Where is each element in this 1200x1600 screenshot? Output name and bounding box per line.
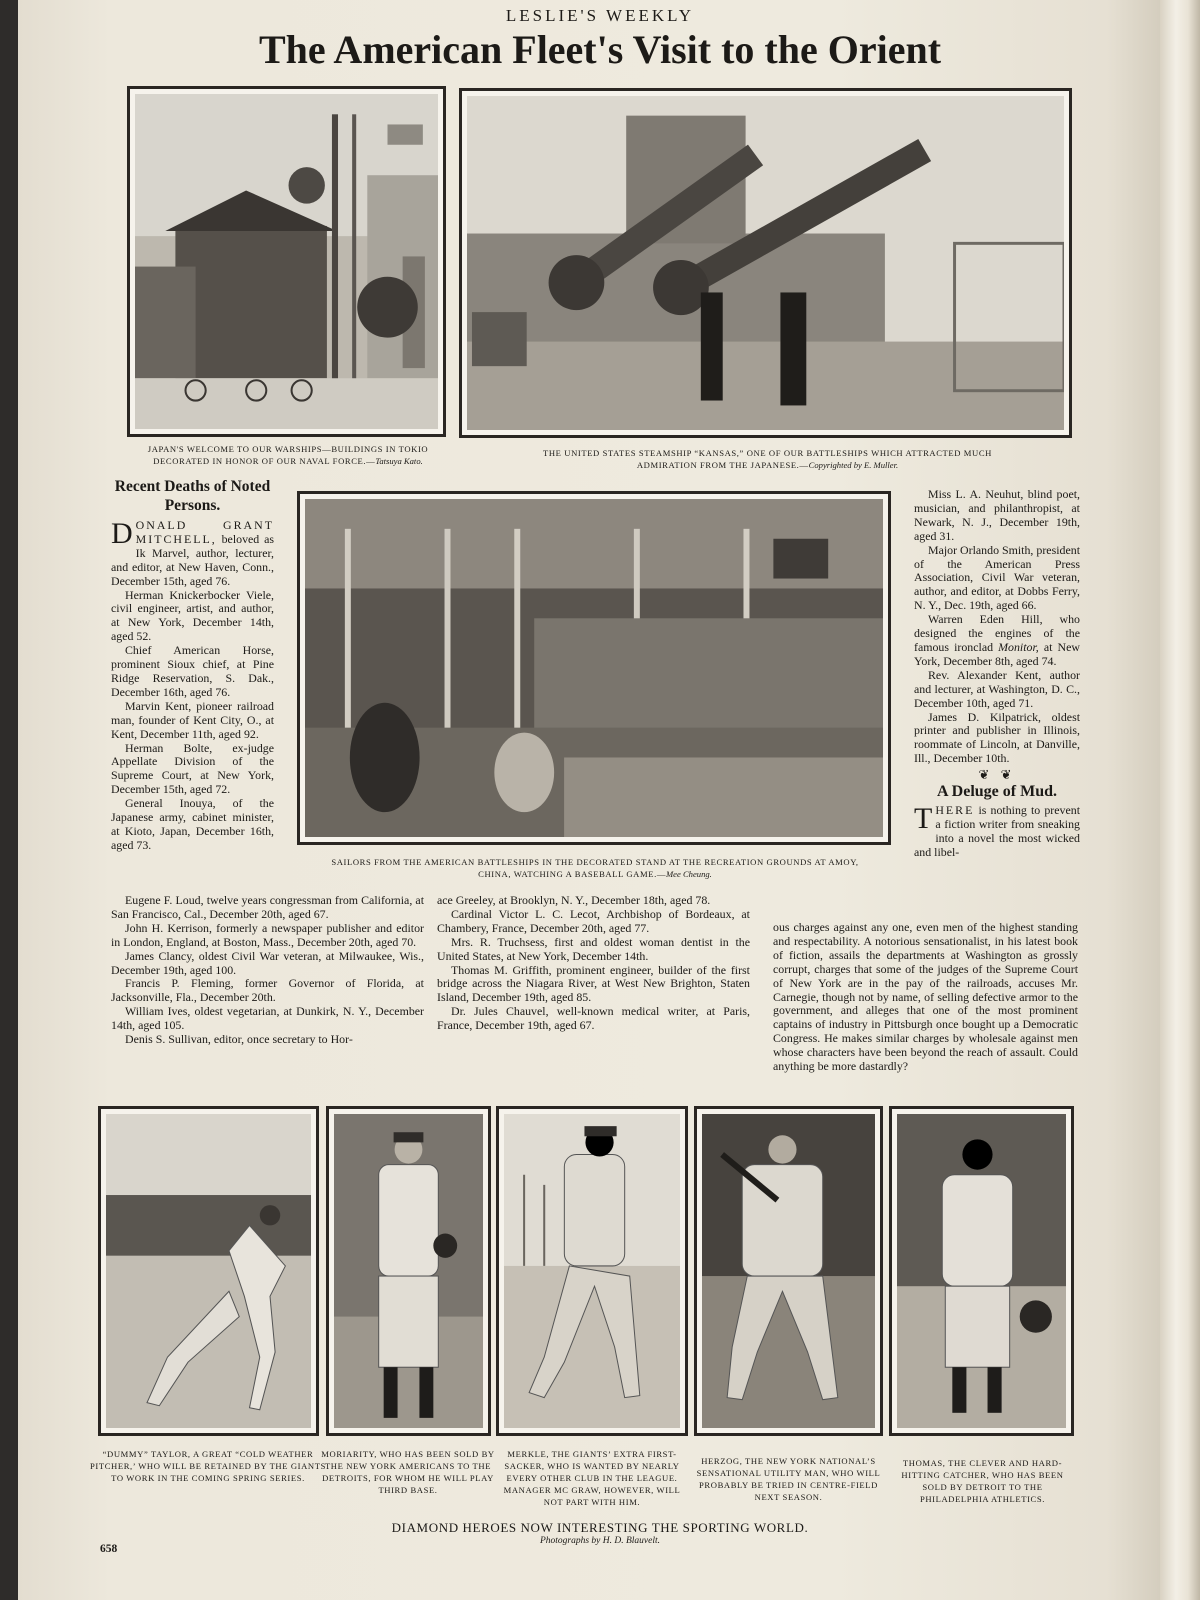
death-entry: Denis S. Sullivan, editor, once secretary to Hor- xyxy=(125,1032,353,1047)
death-entry-mitchell: DONALD GRANT MITCHELL, beloved as Ik Marvel, author, lecturer, and editor, at New Haven, Conn., December 15th, aged 76. xyxy=(111,517,274,588)
caption-taylor: “DUMMY” TAYLOR, A GREAT “COLD WEATHER PITCHER,’ WHO WILL BE RETAINED BY THE GIANTS TO WORK IN THE COMING SPRING SERIES. xyxy=(90,1449,326,1483)
photo-tokio-frame xyxy=(127,86,446,437)
photo-player-taylor xyxy=(98,1106,319,1436)
death-entry: Herman Bolte, ex-judge Appellate Division of the Supreme Court, at New York, December 15th, aged 72. xyxy=(111,740,274,797)
editorial-heading: A Deluge of Mud. xyxy=(937,783,1057,801)
deaths-heading: Recent Deaths of Noted Persons. xyxy=(114,478,271,514)
page-edge xyxy=(1160,0,1200,1600)
caption-amoy: SAILORS FROM THE AMERICAN BATTLESHIPS IN THE DECORATED STAND AT THE RECREATION GROUNDS AT AMOY, CHINA, WATCHING A BASEBALL GAME.—Mee Cheung. xyxy=(331,857,859,879)
death-entry: James D. Kilpatrick, oldest printer and publisher in Illinois, roommate of Lincoln, at Danville, Ill., December 10th. xyxy=(914,709,1080,766)
death-entry: Miss L. A. Neuhut, blind poet, musician, and philanthropist, at Newark, N. J., December 19th, aged 31. xyxy=(914,487,1080,543)
ornament: ❦ ❦ xyxy=(978,767,1016,783)
photo-player-merkle xyxy=(496,1106,688,1436)
death-entry: Major Orlando Smith, president of the American Press Association, Civil War veteran, author, and editor, at Dobbs Ferry, N. Y., Dec. 19th, aged 66. xyxy=(914,542,1080,613)
caption-merkle: MERKLE, THE GIANTS’ EXTRA FIRST-SACKER, WHO IS WANTED BY NEARLY EVERY OTHER CLUB IN THE LEAGUE. MANAGER MC GRAW, HOWEVER, WILL NOT PART WITH HIM. xyxy=(503,1449,681,1507)
caption-kansas: THE UNITED STATES STEAMSHIP “KANSAS,” ONE OF OUR BATTLESHIPS WHICH ATTRACTED MUCH ADMIRATION FROM THE JAPANESE.—Copyrighted by E. Muller. xyxy=(543,448,992,470)
death-entry: Mrs. R. Truchsess, first and oldest woman dentist in the United States, at New York, December 14th. xyxy=(437,934,750,963)
death-entry-continued: ace Greeley, at Brooklyn, N. Y., December 18th, aged 78. xyxy=(437,893,711,907)
photo-kansas-frame xyxy=(459,88,1072,438)
death-entry: John H. Kerrison, formerly a newspaper publisher and editor in London, England, at Boston, Mass., December 20th, aged 70. xyxy=(111,920,424,949)
deaths-column-a xyxy=(111,894,424,1047)
caption-thomas: THOMAS, THE CLEVER AND HARD-HITTING CATCHER, WHO HAS BEEN SOLD BY DETROIT TO THE PHILADELPHIA ATHLETICS. xyxy=(901,1458,1064,1504)
deaths-column-right xyxy=(914,488,1080,860)
death-entry-hill: Warren Eden Hill, who designed the engines of the famous ironclad Monitor, at New York, December 8th, aged 74. xyxy=(914,612,1080,668)
death-entry: Thomas M. Griffith, prominent engineer, builder of the first bridge across the Niagara River, at West New Brighton, Staten Island, December 19th, aged 85. xyxy=(437,962,750,1005)
death-entry: General Inouya, of the Japanese army, cabinet minister, at Kioto, Japan, December 16th, aged 73. xyxy=(111,796,274,852)
publication-name: LESLIE'S WEEKLY xyxy=(505,6,695,25)
photo-player-moriarity xyxy=(326,1106,491,1436)
caption-moriarity: MORIARITY, WHO HAS BEEN SOLD BY THE NEW YORK AMERICANS TO THE DETROITS, FOR WHOM HE WILL PLAY THIRD BASE. xyxy=(321,1449,495,1495)
player-photo xyxy=(897,1114,1066,1428)
death-entry: Cardinal Victor L. C. Lecot, Archbishop of Bordeaux, at Chambery, France, December 20th, aged 77. xyxy=(437,906,750,935)
player-photo xyxy=(702,1114,875,1428)
deaths-column-b xyxy=(437,894,750,1033)
player-photo xyxy=(334,1114,483,1428)
baseball-section-caption: DIAMOND HEROES NOW INTERESTING THE SPORTING WORLD. xyxy=(391,1520,809,1535)
death-entry: James Clancy, oldest Civil War veteran, at Milwaukee, Wis., December 19th, aged 100. xyxy=(111,948,424,977)
photo-tokio-buildings xyxy=(135,94,438,429)
caption-tokio: JAPAN'S WELCOME TO OUR WARSHIPS—BUILDINGS IN TOKIO DECORATED IN HONOR OF OUR NAVAL FORCE.—Tatsuya Kato. xyxy=(147,444,429,466)
photo-player-thomas xyxy=(889,1106,1074,1436)
death-entry: Rev. Alexander Kent, author and lecturer, at Washington, D. C., December 10th, aged 71. xyxy=(914,667,1080,710)
editorial-paragraph: ous charges against any one, even men of the highest standing and respectability. A notorious sensationalist, in his latest book of fiction, assails the departments at Washington as grossly corrupt, charges that some of the judges of the Supreme Court of New York are in the pay of the railroads, accuses Mr. Carnegie, though not by name, of selling defective armor to the government, and alleges that one of the most prominent captains of industry in Pittsburgh once bought up a Democratic Congress. He makes similar charges by wholesale against men whose characters have been beyond the reach of assault. Could anything be more dastardly? xyxy=(773,920,1078,1074)
death-entry: Marvin Kent, pioneer railroad man, founder of Kent City, O., at Kent, December 11th, aged 92. xyxy=(111,698,274,741)
player-photo xyxy=(106,1114,311,1428)
photo-amoy-frame xyxy=(297,491,891,845)
photo-amoy-sailors xyxy=(305,499,883,837)
death-entry: William Ives, oldest vegetarian, at Dunkirk, N. Y., December 14th, aged 105. xyxy=(111,1004,424,1033)
caption-herzog: HERZOG, THE NEW YORK NATIONAL’S SENSATIONAL UTILITY MAN, WHO WILL PROBABLY BE TRIED IN CENTRE-FIELD NEXT SEASON. xyxy=(696,1456,881,1502)
photo-player-herzog xyxy=(694,1106,883,1436)
player-photo xyxy=(504,1114,680,1428)
death-entry: Chief American Horse, prominent Sioux chief, at Pine Ridge Reservation, S. Dak., December 16th, aged 76. xyxy=(111,643,274,699)
page-number: 658 xyxy=(100,1543,118,1555)
death-entry: Dr. Jules Chauvel, well-known medical writer, at Paris, France, December 19th, aged 67. xyxy=(437,1004,750,1033)
editorial-paragraph-start: THERE is nothing to prevent a fiction writer from sneaking into a novel the most wicked and libel- xyxy=(914,802,1080,859)
photographer-credit: Photographs by H. D. Blauvelt. xyxy=(539,1536,661,1546)
photo-kansas-battleship xyxy=(467,96,1064,430)
death-entry: Francis P. Fleming, former Governor of Florida, at Jacksonville, Fla., December 20th. xyxy=(111,976,424,1005)
editorial-column-continued xyxy=(773,921,1078,1074)
deaths-column-left xyxy=(111,477,274,853)
page-headline: The American Fleet's Visit to the Orient xyxy=(258,27,942,72)
death-entry: Herman Knickerbocker Viele, civil engineer, artist, and author, at New York, December 14th, aged 52. xyxy=(111,587,274,644)
death-entry: Eugene F. Loud, twelve years congressman from California, at San Francisco, Cal., December 20th, aged 67. xyxy=(111,893,424,921)
